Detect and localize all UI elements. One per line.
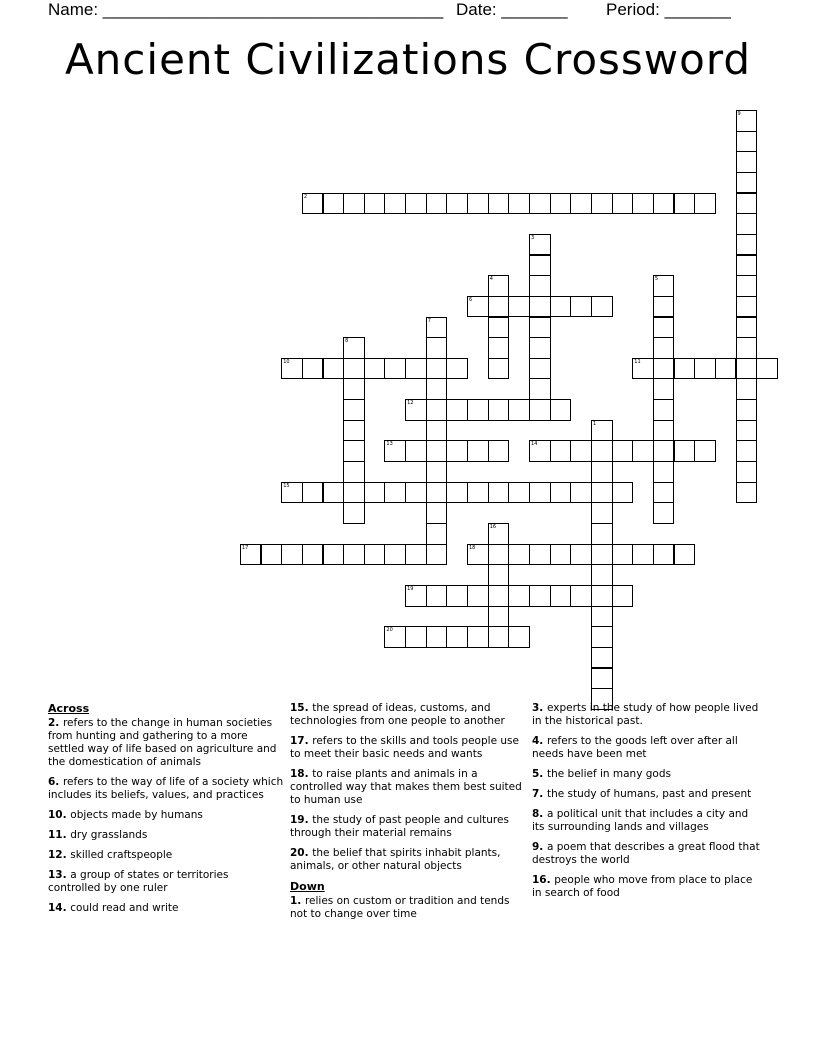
clue-item-text: could read and write [70,902,179,914]
grid-cell[interactable] [570,482,592,504]
grid-cell[interactable] [405,626,427,648]
clue-list [0,702,816,982]
grid-cell[interactable] [446,585,468,607]
clue-item [48,776,284,802]
clue-item-number: 10. [48,809,71,821]
grid-cell[interactable] [488,585,510,607]
grid-cell[interactable] [591,564,613,586]
grid-cell[interactable] [591,461,613,483]
grid-cell[interactable] [529,296,551,318]
grid-cell[interactable] [364,193,386,215]
grid-cell[interactable] [488,275,510,297]
grid-cell[interactable] [323,358,345,380]
grid-cell[interactable] [405,585,427,607]
clue-item-text: the belief in many gods [546,768,671,780]
grid-cell[interactable] [529,399,551,421]
clue-number: 5 [654,276,659,283]
grid-cell[interactable] [343,358,365,380]
grid-cell[interactable] [632,193,654,215]
grid-cell[interactable] [426,420,448,442]
grid-cell[interactable] [302,482,324,504]
grid-cell[interactable] [570,544,592,566]
grid-cell[interactable] [426,523,448,545]
grid-cell[interactable] [632,544,654,566]
grid-cell[interactable] [570,296,592,318]
grid-cell[interactable] [488,440,510,462]
grid-cell[interactable] [467,482,489,504]
period-field[interactable]: Period: _______ [606,0,731,19]
grid-cell[interactable] [694,440,716,462]
down-heading: Down [290,880,325,893]
grid-cell[interactable] [364,482,386,504]
grid-cell[interactable] [488,317,510,339]
clue-item-text: the spread of ideas, customs, and technologies from one people to another [290,702,505,727]
grid-cell[interactable] [653,440,675,462]
grid-cell[interactable] [529,234,551,256]
grid-cell[interactable] [488,482,510,504]
clue-item-text: refers to the goods left over after all needs have been met [532,735,738,760]
clue-item [290,814,526,840]
clue-item [48,809,284,822]
grid-cell[interactable] [343,378,365,400]
grid-cell[interactable] [529,193,551,215]
clue-column-1 [48,702,284,922]
grid-cell[interactable] [426,399,448,421]
grid-cell[interactable] [488,399,510,421]
clue-number: 1 [593,420,597,427]
grid-cell[interactable] [467,626,489,648]
grid-cell[interactable] [756,358,778,380]
grid-cell[interactable] [384,193,406,215]
clue-number: 6 [469,296,473,303]
grid-cell[interactable] [653,358,675,380]
grid-cell[interactable] [405,399,427,421]
grid-cell[interactable] [426,482,448,504]
grid-cell[interactable] [736,110,758,132]
clue-number: 13 [386,441,393,448]
grid-cell[interactable] [488,358,510,380]
grid-cell[interactable] [591,296,613,318]
clue-item [290,735,526,761]
clue-item-number: 18. [290,768,313,780]
grid-cell[interactable] [508,626,530,648]
grid-cell[interactable] [529,317,551,339]
grid-cell[interactable] [384,358,406,380]
grid-cell[interactable] [529,275,551,297]
grid-cell[interactable] [446,440,468,462]
grid-cell[interactable] [281,482,303,504]
grid-cell[interactable] [591,585,613,607]
grid-cell[interactable] [426,626,448,648]
clue-number: 4 [489,276,493,283]
clue-item [290,768,526,807]
grid-cell[interactable] [612,440,634,462]
grid-cell[interactable] [674,193,696,215]
grid-cell[interactable] [591,668,613,690]
grid-cell[interactable] [529,544,551,566]
grid-cell[interactable] [261,544,283,566]
clue-item [290,895,526,921]
clue-number: 10 [283,358,290,365]
clue-item [48,849,284,862]
clue-item-text: people who move from place to place in search of food [532,874,753,899]
grid-cell[interactable] [736,131,758,153]
grid-cell[interactable] [736,172,758,194]
clue-item-text: refers to the way of life of a society which includes its beliefs, values, and practices [48,776,284,801]
grid-cell[interactable] [240,544,262,566]
grid-cell[interactable] [653,399,675,421]
grid-cell[interactable] [343,337,365,359]
clue-item [290,702,526,728]
clue-item-number: 8. [532,808,547,820]
grid-cell[interactable] [674,440,696,462]
grid-cell[interactable] [384,626,406,648]
grid-cell[interactable] [467,585,489,607]
date-field[interactable]: Date: _______ [456,0,568,19]
grid-cell[interactable] [446,358,468,380]
grid-cell[interactable] [467,440,489,462]
clue-item-number: 19. [290,814,313,826]
grid-cell[interactable] [467,544,489,566]
grid-cell[interactable] [591,193,613,215]
name-field[interactable]: Name: ____________________________________ [48,0,444,19]
clue-number: 14 [531,441,538,448]
grid-cell[interactable] [550,440,572,462]
clue-item-number: 2. [48,717,63,729]
clue-item-text: a poem that describes a great flood that destroys the world [532,841,760,866]
grid-cell[interactable] [405,544,427,566]
clue-item-text: objects made by humans [70,809,203,821]
grid-cell[interactable] [653,378,675,400]
grid-cell[interactable] [488,626,510,648]
clue-number: 16 [489,524,497,530]
grid-cell[interactable] [570,585,592,607]
grid-cell[interactable] [736,213,758,235]
grid-cell[interactable] [653,502,675,524]
grid-cell[interactable] [550,482,572,504]
clue-item-number: 1. [290,895,305,907]
grid-cell[interactable] [508,296,530,318]
grid-cell[interactable] [570,440,592,462]
grid-cell[interactable] [653,420,675,442]
grid-cell[interactable] [570,193,592,215]
grid-cell[interactable] [591,440,613,462]
grid-cell[interactable] [302,358,324,380]
grid-cell[interactable] [736,317,758,339]
clue-number: 7 [427,317,431,324]
grid-cell[interactable] [529,440,551,462]
clue-item-text: skilled craftspeople [70,849,173,861]
grid-cell[interactable] [550,296,572,318]
clue-item [532,735,762,761]
grid-cell[interactable] [653,296,675,318]
grid-cell[interactable] [488,296,510,318]
clue-item-text: the belief that spirits inhabit plants, animals, or other natural objects [290,847,501,872]
grid-cell[interactable] [323,544,345,566]
clue-item [532,702,762,728]
clue-item-text: the study of humans, past and present [546,788,752,800]
grid-cell[interactable] [612,544,634,566]
clue-item [532,788,762,801]
clue-number: 12 [407,400,414,407]
grid-cell[interactable] [653,461,675,483]
grid-cell[interactable] [302,193,324,215]
clue-column-3 [532,702,762,907]
grid-cell[interactable] [364,544,386,566]
clue-item-number: 4. [532,735,547,747]
grid-cell[interactable] [632,440,654,462]
clue-number: 8 [345,338,349,345]
grid-cell[interactable] [467,193,489,215]
clue-item-text: experts in the study of how people lived in the historical past. [532,702,759,727]
clue-item [48,902,284,915]
grid-cell[interactable] [446,193,468,215]
grid-cell[interactable] [426,544,448,566]
grid-cell[interactable] [591,647,613,669]
clue-item [532,841,762,867]
grid-cell[interactable] [653,193,675,215]
grid-cell[interactable] [426,585,448,607]
grid-cell[interactable] [281,544,303,566]
clue-item-number: 3. [532,702,547,714]
grid-cell[interactable] [426,337,448,359]
grid-cell[interactable] [364,358,386,380]
grid-cell[interactable] [736,358,758,380]
grid-cell[interactable] [405,482,427,504]
grid-cell[interactable] [508,585,530,607]
grid-cell[interactable] [612,585,634,607]
grid-cell[interactable] [591,420,613,442]
grid-cell[interactable] [612,482,634,504]
page-title: Ancient Civilizations Crossword [64,35,752,84]
grid-cell[interactable] [508,482,530,504]
grid-cell[interactable] [343,461,365,483]
clue-item [48,717,284,769]
grid-cell[interactable] [488,544,510,566]
grid-cell[interactable] [446,399,468,421]
grid-cell[interactable] [550,544,572,566]
clue-item-number: 5. [532,768,547,780]
grid-cell[interactable] [529,337,551,359]
grid-cell[interactable] [674,544,696,566]
clue-item-text: relies on custom or tradition and tends not to change over time [290,895,510,920]
clue-item [48,829,284,842]
clue-number: 19 [407,586,414,592]
across-heading: Across [48,702,90,715]
grid-cell[interactable] [591,544,613,566]
clue-item-text: a group of states or territories controlled by one ruler [48,869,229,894]
grid-cell[interactable] [674,358,696,380]
grid-cell[interactable] [467,296,489,318]
grid-cell[interactable] [343,482,365,504]
grid-cell[interactable] [591,606,613,628]
grid-cell[interactable] [529,255,551,277]
clue-item-number: 9. [532,841,547,853]
grid-cell[interactable] [653,317,675,339]
grid-cell[interactable] [508,399,530,421]
clue-item-number: 7. [532,788,547,800]
grid-cell[interactable] [715,358,737,380]
clue-item-number: 16. [532,874,555,886]
grid-cell[interactable] [736,151,758,173]
grid-cell[interactable] [343,193,365,215]
grid-cell[interactable] [343,440,365,462]
grid-cell[interactable] [591,523,613,545]
clue-item-text: to raise plants and animals in a controlled way that makes them best suited to human use [290,768,522,806]
grid-cell[interactable] [488,193,510,215]
grid-cell[interactable] [488,337,510,359]
grid-cell[interactable] [736,461,758,483]
grid-cell[interactable] [736,482,758,504]
grid-cell[interactable] [446,626,468,648]
grid-cell[interactable] [736,193,758,215]
grid-cell[interactable] [529,378,551,400]
grid-cell[interactable] [591,502,613,524]
grid-cell[interactable] [426,317,448,339]
grid-cell[interactable] [384,544,406,566]
grid-cell[interactable] [694,193,716,215]
clue-item-number: 14. [48,902,71,914]
grid-cell[interactable] [323,193,345,215]
clue-item-text: dry grasslands [70,829,148,841]
grid-cell[interactable] [694,358,716,380]
clue-number: 11 [634,358,641,365]
clue-column-2 [290,702,526,928]
clue-number: 20 [386,627,393,634]
grid-cell[interactable] [736,255,758,277]
grid-cell[interactable] [653,337,675,359]
grid-cell[interactable] [591,626,613,648]
grid-cell[interactable] [343,420,365,442]
clue-item-text: refers to the skills and tools people use to meet their basic needs and wants [290,735,519,760]
grid-cell[interactable] [508,193,530,215]
grid-cell[interactable] [529,482,551,504]
grid-cell[interactable] [736,275,758,297]
grid-cell[interactable] [343,399,365,421]
clue-item-number: 17. [290,735,313,747]
grid-cell[interactable] [426,502,448,524]
grid-cell[interactable] [426,440,448,462]
grid-cell[interactable] [653,275,675,297]
clue-number: 15 [283,482,290,489]
grid-cell[interactable] [736,296,758,318]
grid-cell[interactable] [405,358,427,380]
grid-cell[interactable] [736,420,758,442]
grid-cell[interactable] [467,399,489,421]
grid-cell[interactable] [302,544,324,566]
clue-number: 18 [469,544,476,551]
grid-cell[interactable] [384,440,406,462]
grid-cell[interactable] [612,193,634,215]
grid-cell[interactable] [653,544,675,566]
grid-cell[interactable] [550,193,572,215]
grid-cell[interactable] [384,482,406,504]
clue-number: 9 [737,111,741,117]
grid-cell[interactable] [343,544,365,566]
clue-item [532,768,762,781]
grid-cell[interactable] [323,482,345,504]
grid-cell[interactable] [426,461,448,483]
grid-cell[interactable] [426,378,448,400]
clue-item-number: 11. [48,829,71,841]
clue-item-number: 13. [48,869,71,881]
grid-cell[interactable] [343,502,365,524]
grid-cell[interactable] [591,482,613,504]
clue-number: 3 [531,234,535,241]
clue-item-number: 12. [48,849,71,861]
clue-item-text: the study of past people and cultures through their material remains [290,814,509,839]
clue-item-text: refers to the change in human societies from hunting and gathering to a more settled way of life based on agriculture and the domestication of animals [48,717,277,768]
grid-cell[interactable] [736,440,758,462]
grid-cell[interactable] [736,234,758,256]
clue-number: 17 [241,544,249,551]
clue-item-text: a political unit that includes a city and its surrounding lands and villages [532,808,749,833]
grid-cell[interactable] [550,399,572,421]
grid-cell[interactable] [405,440,427,462]
grid-cell[interactable] [281,358,303,380]
grid-cell[interactable] [446,482,468,504]
grid-cell[interactable] [529,358,551,380]
grid-cell[interactable] [736,399,758,421]
clue-number: 2 [303,193,308,200]
clue-item [48,869,284,895]
clue-item-number: 15. [290,702,313,714]
clue-item [290,847,526,873]
grid-cell[interactable] [508,544,530,566]
grid-cell[interactable] [550,585,572,607]
grid-cell[interactable] [736,337,758,359]
clue-item-number: 6. [48,776,63,788]
grid-cell[interactable] [488,523,510,545]
grid-cell[interactable] [632,358,654,380]
grid-cell[interactable] [529,585,551,607]
grid-cell[interactable] [405,193,427,215]
grid-cell[interactable] [488,606,510,628]
clue-item [532,808,762,834]
clue-item [532,874,762,900]
clue-item-number: 20. [290,847,313,859]
grid-cell[interactable] [653,482,675,504]
grid-cell[interactable] [488,564,510,586]
grid-cell[interactable] [426,358,448,380]
grid-cell[interactable] [426,193,448,215]
grid-cell[interactable] [736,378,758,400]
